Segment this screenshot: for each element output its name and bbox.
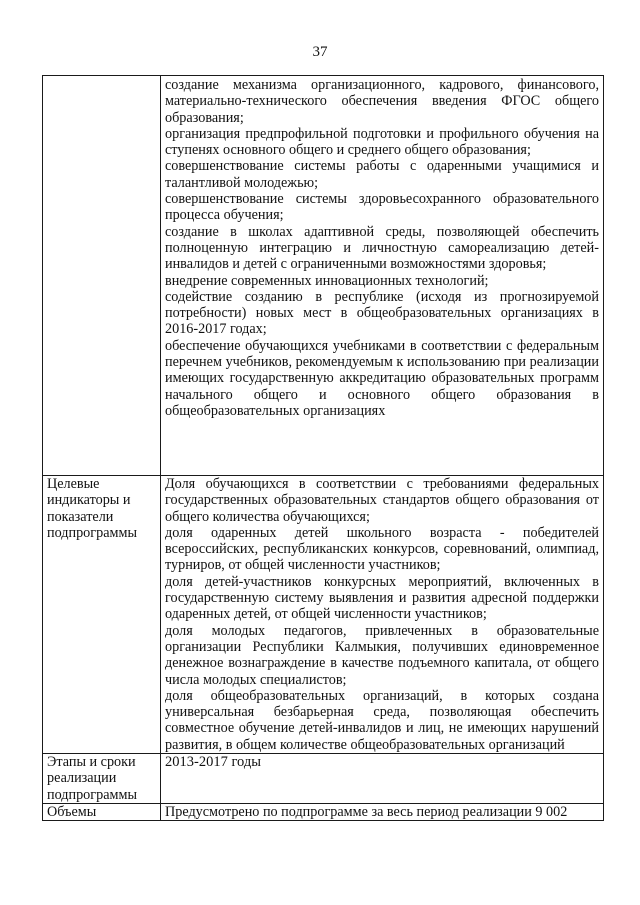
list-item: доля детей-участников конкурсных мероприятий, включенных в государственную систему выявления и развития адресной поддержки одаренных детей, от общей численности участников;: [165, 573, 599, 623]
table-row-terms: [43, 754, 604, 804]
row-goals-content: [161, 76, 604, 476]
row-volume-value: Предусмотрено по подпрограмме за весь период реализации 9 002: [161, 803, 604, 820]
row-indicators-label: Целевые индикаторы и показатели подпрограммы: [43, 476, 161, 754]
list-item: доля общеобразовательных организаций, в которых создана универсальная безбарьерная среда, позволяющая обеспечить совместное обучение детей-инвалидов и лиц, не имеющих нарушений развития, в общем количестве общеобразовательных организаций: [165, 687, 599, 753]
table-row-goals: [43, 76, 604, 476]
row-terms-value: 2013-2017 годы: [161, 754, 604, 804]
page-number: 37: [312, 44, 328, 60]
row-terms-label: Этапы и сроки реализации подпрограммы: [43, 754, 161, 804]
list-item: доля молодых педагогов, привлеченных в образовательные организации Республики Калмыкия, получивших единовременное денежное вознаграждение в качестве подъемного капитала, от общего числа молодых специалистов;: [165, 622, 599, 688]
table-row-indicators: [43, 476, 604, 754]
subprogram-passport-table: [42, 75, 604, 821]
list-item: Доля обучающихся в соответствии с требованиями федеральных государственных образовательных стандартов общего образования от общего количества обучающихся;: [165, 476, 599, 525]
row-goals-label: [43, 76, 161, 476]
list-item: организация предпрофильной подготовки и профильного обучения на ступенях основного общего и среднего общего образования;: [165, 125, 599, 159]
list-item: обеспечение обучающихся учебниками в соответствии с федеральным перечнем учебников, рекомендуемым к использованию при реализации имеющих государственную аккредитацию образовательных программ начального общего и основного общего образования в общеобразовательных организациях: [165, 337, 599, 419]
table-row-volume: [43, 803, 604, 820]
list-item: внедрение современных инновационных технологий;: [165, 272, 489, 289]
list-item: совершенствование системы здоровьесохранного образовательного процесса обучения;: [165, 191, 599, 224]
list-item: совершенствование системы работы с одаренными учащимися и талантливой молодежью;: [165, 158, 599, 191]
list-item: содействие созданию в республике (исходя из прогнозируемой потребности) новых мест в общеобразовательных организациях в 2016-2017 годах;: [165, 288, 599, 338]
row-volume-label: Объемы: [43, 803, 161, 820]
list-item: создание механизма организационного, кадрового, финансового, материально-технического обеспечения введения ФГОС общего образования;: [165, 77, 599, 126]
row-indicators-content: [161, 476, 604, 754]
list-item: создание в школах адаптивной среды, позволяющей обеспечить полноценную интеграцию и личностную самореализацию детей-инвалидов и детей с ограниченными возможностями здоровья;: [165, 223, 599, 273]
list-item: доля одаренных детей школьного возраста - победителей всероссийских, республиканских конкурсов, соревнований, олимпиад, турниров, от общей численности участников;: [165, 524, 599, 574]
